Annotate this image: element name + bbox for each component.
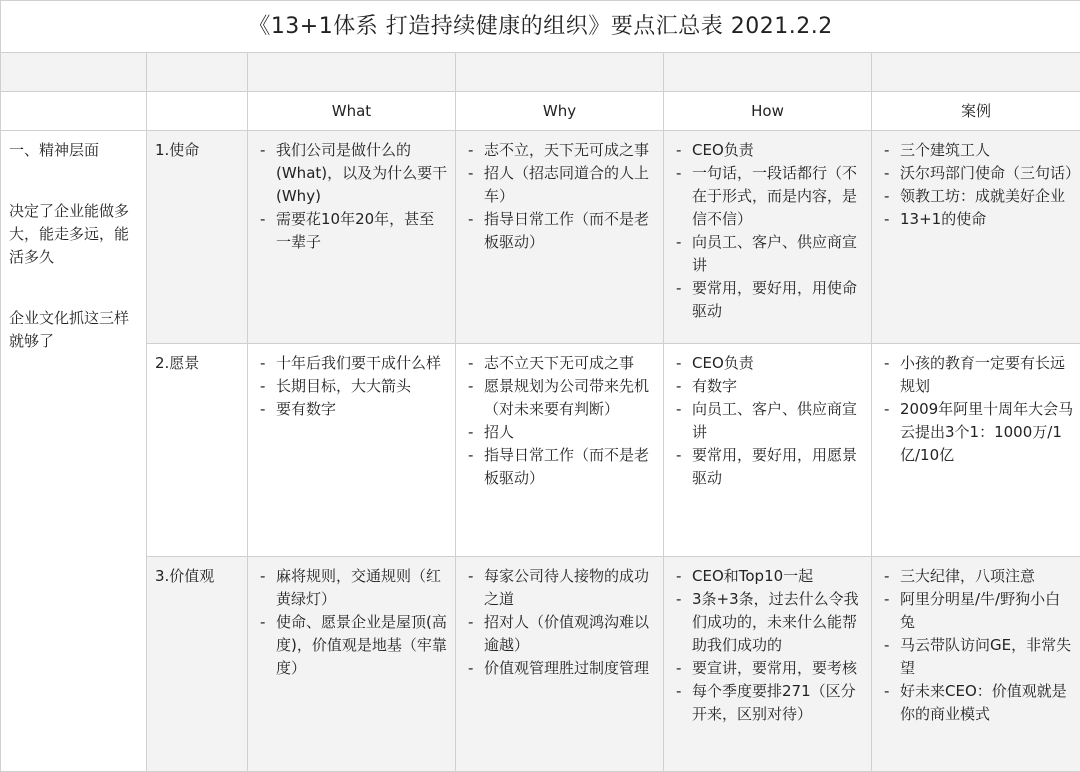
bullet-item: - 使命、愿景企业是屋顶(高度)，价值观是地基（牢靠度） [254, 611, 449, 680]
bullet-item: - 指导日常工作（而不是老板驱动） [462, 208, 657, 254]
bullet-item: - 十年后我们要干成什么样 [254, 352, 449, 375]
what-cell [248, 344, 456, 557]
bullet-list [456, 131, 663, 254]
header-row [1, 92, 1080, 131]
bullet-list [872, 131, 1080, 231]
empty-cell [456, 53, 664, 92]
header-case: 案例 [872, 92, 1080, 131]
bullet-item: - 每家公司待人接物的成功之道 [462, 565, 657, 611]
bullet-item: - 三大纪律，八项注意 [878, 565, 1074, 588]
bullet-item: - 麻将规则，交通规则（红黄绿灯） [254, 565, 449, 611]
bullet-item: - 招人（招志同道合的人上车） [462, 162, 657, 208]
empty-cell [1, 92, 147, 131]
bullet-item: - 13+1的使命 [878, 208, 1074, 231]
table-row [1, 131, 1080, 344]
bullet-list [248, 557, 455, 680]
bullet-item: - 领教工坊：成就美好企业 [878, 185, 1074, 208]
bullet-item: - 价值观管理胜过制度管理 [462, 657, 657, 680]
bullet-list [872, 557, 1080, 726]
bullet-item: - 志不立天下无可成之事 [462, 352, 657, 375]
bullet-item: - 马云带队访问GE，非常失望 [878, 634, 1074, 680]
bullet-item: - 需要花10年20年，甚至一辈子 [254, 208, 449, 254]
bullet-item: - CEO和Top10一起 [670, 565, 865, 588]
bullet-item: - 每个季度要排271（区分开来，区别对待） [670, 680, 865, 726]
how-cell [664, 557, 872, 772]
bullet-item: - 我们公司是做什么的(What)，以及为什么要干(Why) [254, 139, 449, 208]
section-note: 企业文化抓这三样就够了 [9, 307, 138, 353]
row-label: 2.愿景 [147, 344, 248, 557]
bullet-item: - 3条+3条，过去什么令我们成功的，未来什么能帮助我们成功的 [670, 588, 865, 657]
page-title: 《13+1体系 打造持续健康的组织》要点汇总表 2021.2.2 [1, 1, 1080, 53]
bullet-item: - 招对人（价值观鸿沟难以逾越） [462, 611, 657, 657]
table-row [1, 344, 1080, 557]
bullet-item: - 长期目标，大大箭头 [254, 375, 449, 398]
what-cell [248, 131, 456, 344]
bullet-item: - 向员工、客户、供应商宣讲 [670, 231, 865, 277]
section-note: 决定了企业能做多大，能走多远，能活多久 [9, 200, 138, 269]
bullet-item: - 要常用，要好用，用使命驱动 [670, 277, 865, 323]
bullet-item: - 沃尔玛部门使命（三句话） [878, 162, 1074, 185]
bullet-item: - 好未来CEO：价值观就是你的商业模式 [878, 680, 1074, 726]
case-cell [872, 557, 1080, 772]
header-why: Why [456, 92, 664, 131]
bullet-item: - 向员工、客户、供应商宣讲 [670, 398, 865, 444]
case-cell [872, 131, 1080, 344]
empty-cell [248, 53, 456, 92]
empty-cell [147, 53, 248, 92]
bullet-item: - CEO负责 [670, 139, 865, 162]
what-cell [248, 557, 456, 772]
blank-row [1, 53, 1080, 92]
empty-cell [147, 92, 248, 131]
bullet-list [456, 344, 663, 490]
header-how: How [664, 92, 872, 131]
empty-cell [664, 53, 872, 92]
why-cell [456, 344, 664, 557]
why-cell [456, 131, 664, 344]
bullet-item: - 2009年阿里十周年大会马云提出3个1：1000万/1亿/10亿 [878, 398, 1074, 467]
how-cell [664, 344, 872, 557]
empty-cell [1, 53, 147, 92]
bullet-item: - 指导日常工作（而不是老板驱动） [462, 444, 657, 490]
bullet-item: - CEO负责 [670, 352, 865, 375]
bullet-item: - 要常用，要好用，用愿景驱动 [670, 444, 865, 490]
section-cell [1, 131, 147, 772]
bullet-list [456, 557, 663, 680]
bullet-list [664, 131, 871, 323]
bullet-item: - 要有数字 [254, 398, 449, 421]
bullet-list [664, 344, 871, 490]
bullet-item: - 招人 [462, 421, 657, 444]
bullet-item: - 要宣讲，要常用，要考核 [670, 657, 865, 680]
case-cell [872, 344, 1080, 557]
bullet-list [664, 557, 871, 726]
section-name: 一、精神层面 [9, 139, 138, 162]
bullet-item: - 志不立，天下无可成之事 [462, 139, 657, 162]
bullet-item: - 三个建筑工人 [878, 139, 1074, 162]
why-cell [456, 557, 664, 772]
table-row [1, 557, 1080, 772]
bullet-list [248, 344, 455, 421]
bullet-item: - 有数字 [670, 375, 865, 398]
bullet-item: - 一句话，一段话都行（不在于形式，而是内容，是信不信） [670, 162, 865, 231]
bullet-item: - 愿景规划为公司带来先机（对未来要有判断） [462, 375, 657, 421]
bullet-list [248, 131, 455, 254]
row-label: 1.使命 [147, 131, 248, 344]
bullet-list [872, 344, 1080, 467]
row-label: 3.价值观 [147, 557, 248, 772]
bullet-item: - 阿里分明星/牛/野狗小白兔 [878, 588, 1074, 634]
how-cell [664, 131, 872, 344]
header-what: What [248, 92, 456, 131]
bullet-item: - 小孩的教育一定要有长远规划 [878, 352, 1074, 398]
empty-cell [872, 53, 1080, 92]
